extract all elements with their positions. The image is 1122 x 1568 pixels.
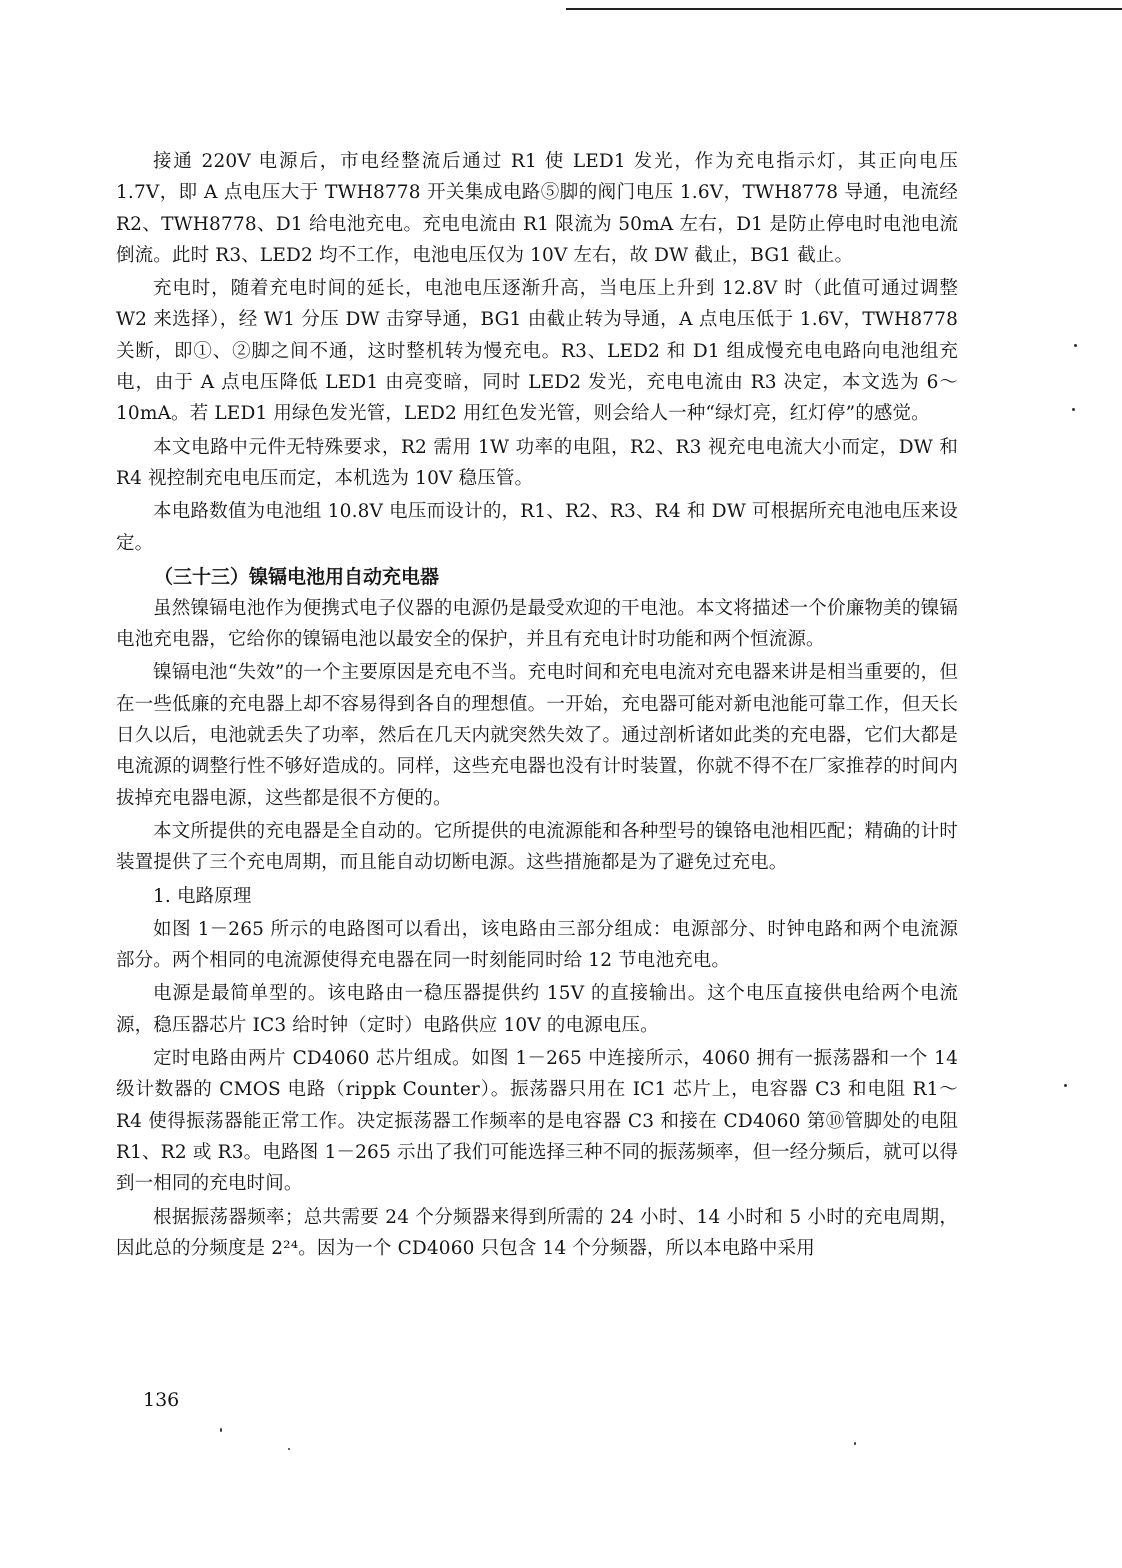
paragraph-divider: 根据振荡器频率；总共需要 24 个分频器来得到所需的 24 小时、14 小时和 5 小时的充电周期，因此总的分频度是 2²⁴。因为一个 CD4060 只包含 14 个分频器，所以本电路中采用	[116, 1206, 958, 1259]
subsection-title: 1. 电路原理	[153, 885, 252, 907]
page-number: 136	[143, 1389, 180, 1411]
paragraph-charging-indicator: 接通 220V 电源后，市电经整流后通过 R1 使 LED1 发光，作为充电指示灯，其正向电压 1.7V，即 A 点电压大于 TWH8778 开关集成电路⑤脚的阀门电压 1.6V，TWH8778 导通，电流经 R2、TWH8778、D1 给电池充电。充电电流由 R1 限流为 50mA 左右，D1 是防止停电时电池电流倒流。此时 R3、LED2 均不工作，电池电压仅为 10V 左右，故 DW 截止，BG1 截止。	[116, 151, 958, 266]
section-title: （三十三）镍镉电池用自动充电器	[154, 565, 440, 588]
paragraph-power-supply: 电源是最简单型的。该电路由一稳压器提供约 15V 的直接输出。这个电压直接供电给两个电流源，稳压器芯片 IC3 给时钟（定时）电路供应 10V 的电源电压。	[116, 983, 958, 1036]
scan-speck	[220, 1428, 222, 1432]
scan-speck	[1064, 1084, 1067, 1087]
page-body	[116, 146, 958, 1266]
scan-speck	[854, 1442, 856, 1445]
top-rule	[566, 8, 1122, 10]
paragraph-slow-charge: 充电时，随着充电时间的延长，电池电压逐渐升高，当电压上升到 12.8V 时（此值可通过调整 W2 来选择），经 W1 分压 DW 击穿导通，BG1 由截止转为导通，A 点电压低于 1.6V，TWH8778 关断，即①、②脚之间不通，这时整机转为慢充电。R3、LED2 和 D1 组成慢充电电路向电池组充电，由于 A 点电压降低 LED1 由亮变暗，同时 LED2 发光，充电电流由 R3 决定，本文选为 6～10mA。若 LED1 用绿色发光管，LED2 用红色发光管，则会给人一种“绿灯亮，红灯停”的感觉。	[116, 278, 958, 425]
scan-speck	[1074, 344, 1077, 347]
paragraph-components: 本文电路中元件无特殊要求，R2 需用 1W 功率的电阻，R2、R3 视充电电流大小而定，DW 和 R4 视控制充电电压而定，本机选为 10V 稳压管。	[116, 436, 958, 489]
paragraph-automatic: 本文所提供的充电器是全自动的。它所提供的电流源能和各种型号的镍铬电池相匹配；精确的计时装置提供了三个充电周期，而且能自动切断电源。这些措施都是为了避免过充电。	[116, 820, 958, 874]
paragraph-intro: 虽然镍镉电池作为便携式电子仪器的电源仍是最受欢迎的干电池。本文将描述一个价廉物美的镍镉电池充电器，它给你的镍镉电池以最安全的保护，并且有充电计时功能和两个恒流源。	[116, 597, 958, 651]
scan-speck	[288, 1448, 290, 1450]
paragraph-timer: 定时电路由两片 CD4060 芯片组成。如图 1－265 中连接所示，4060 拥有一振荡器和一个 14 级计数器的 CMOS 电路（rippk Counter）。振荡器只用在 IC1 芯片上，电容器 C3 和电阻 R1～R4 使得振荡器能正常工作。决定振荡器工作频率的是电容器 C3 和接在 CD4060 第⑩管脚处的电阻 R1、R2 或 R3。电路图 1－265 示出了我们可能选择三种不同的振荡频率，但一经分频后，就可以得到一相同的充电时间。	[116, 1048, 958, 1195]
paragraph-design-values: 本电路数值为电池组 10.8V 电压而设计的，R1、R2、R3、R4 和 DW 可根据所充电池电压来设定。	[116, 501, 958, 554]
paragraph-circuit-parts: 如图 1－265 所示的电路图可以看出，该电路由三部分组成：电源部分、时钟电路和两个电流源部分。两个相同的电流源使得充电器在同一时刻能同时给 12 节电池充电。	[116, 918, 958, 972]
paragraph-failure-cause: 镍镉电池“失效”的一个主要原因是充电不当。充电时间和充电电流对充电器来讲是相当重要的，但在一些低廉的充电器上却不容易得到各自的理想值。一开始，充电器可能对新电池能可靠工作，但天长日久以后，电池就丢失了功率，然后在几天内就突然失效了。通过剖析诸如此类的充电器，它们大都是电流源的调整行性不够好造成的。同样，这些充电器也没有计时装置，你就不得不在厂家推荐的时间内拔掉充电器电源，这些都是很不方便的。	[116, 662, 958, 809]
scan-speck	[1072, 408, 1075, 411]
